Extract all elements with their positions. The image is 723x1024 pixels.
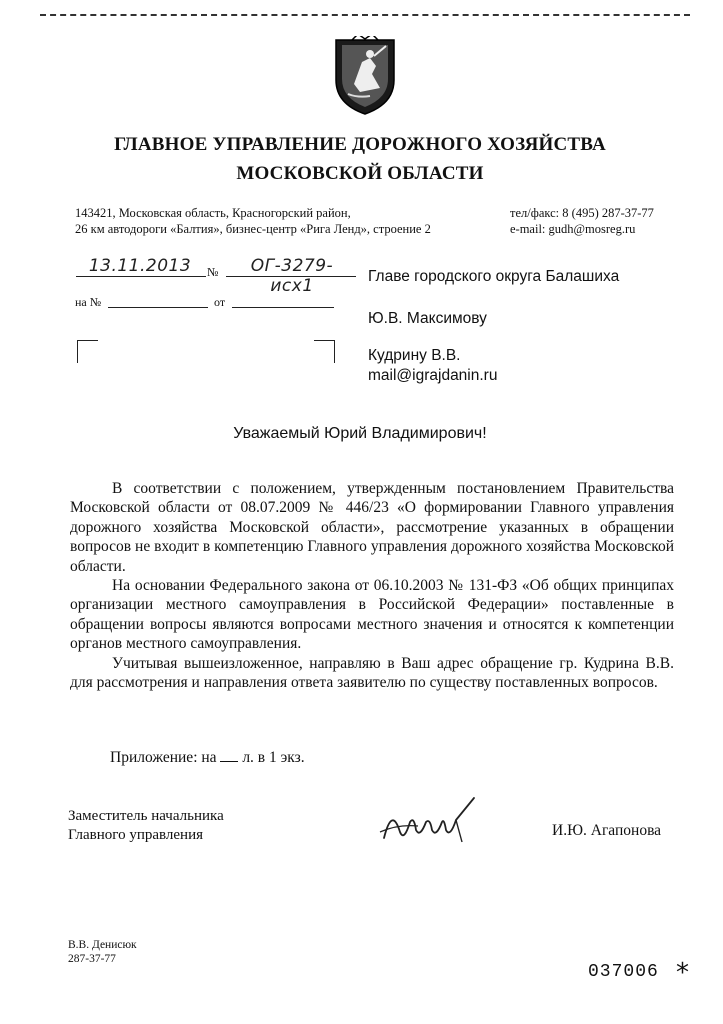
corner-bracket-left xyxy=(77,340,98,363)
coat-of-arms-icon xyxy=(330,36,400,116)
number-underline xyxy=(226,276,356,277)
outgoing-date: 13.11.2013 xyxy=(88,256,192,276)
attachment-suffix: л. в 1 экз. xyxy=(242,749,305,766)
ref-date-label: от xyxy=(214,295,226,309)
attachment-prefix: Приложение: на xyxy=(110,749,217,766)
signer-title-line1: Заместитель начальника xyxy=(68,808,224,824)
executor-name: В.В. Денисюк xyxy=(68,939,137,951)
address-line2: 26 км автодороги «Балтия», бизнес-центр «Рига Ленд», строение 2 xyxy=(75,222,431,236)
letter-body xyxy=(70,479,674,692)
body-paragraph-1: В соответствии с положением, утвержденным постановлением Правительства Московской области от 08.07.2009 № 446/23 «О формировании Главного управления дорожного хозяйства Московской области», рассмотрение указанных в обращении вопросов не входит в компетенцию Главного управления дорожного хозяйства Московской области. xyxy=(70,480,674,575)
executor-info xyxy=(68,938,137,966)
signer-title-line2: Главного управления xyxy=(68,827,203,843)
corner-bracket-right xyxy=(314,340,335,363)
ref-number-line xyxy=(108,307,208,308)
recipient-line2: Ю.В. Максимову xyxy=(368,310,487,327)
document-serial-number: 037006 xyxy=(588,962,659,982)
attachment-line xyxy=(110,749,305,767)
body-paragraph-3: Учитывая вышеизложенное, направляю в Ваш адрес обращение гр. Кудрина В.В. для рассмотрения и направления ответа заявителю по существу поставленных вопросов. xyxy=(70,654,674,692)
org-name-line1: ГЛАВНОЕ УПРАВЛЕНИЕ ДОРОЖНОГО ХОЗЯЙСТВА xyxy=(114,134,606,155)
phone-fax: тел/факс: 8 (495) 287-37-77 xyxy=(510,206,654,220)
outgoing-number: ОГ-3279-исх1 xyxy=(250,256,334,296)
asterisk-mark: * xyxy=(676,958,689,988)
recipient-email: mail@igrajdanin.ru xyxy=(368,367,498,384)
body-paragraph-2: На основании Федерального закона от 06.10.2003 № 131-ФЗ «Об общих принципах организации местного самоуправления в Российской Федерации» поставленные в обращении вопросы являются вопросами местного значения и относятся к компетенции органов местного самоуправления. xyxy=(70,577,674,653)
email: e-mail: gudh@mosreg.ru xyxy=(510,222,636,236)
top-dashed-border xyxy=(40,14,690,16)
signer-name: И.Ю. Агапонова xyxy=(552,822,662,839)
greeting: Уважаемый Юрий Владимирович! xyxy=(233,425,487,442)
attachment-blank xyxy=(220,761,238,762)
org-name-line2: МОСКОВСКОЙ ОБЛАСТИ xyxy=(236,163,484,184)
recipient-line1: Главе городского округа Балашиха xyxy=(368,268,620,285)
executor-phone: 287-37-77 xyxy=(68,953,116,965)
handwritten-signature xyxy=(378,792,488,850)
ref-number-label: на № xyxy=(75,295,102,309)
date-underline xyxy=(76,276,206,277)
number-label: № xyxy=(207,265,219,279)
ref-date-line xyxy=(232,307,334,308)
recipient-line3: Кудрину В.В. xyxy=(368,347,461,364)
signer-title xyxy=(68,807,224,845)
address-line1: 143421, Московская область, Красногорский район, xyxy=(75,206,351,220)
